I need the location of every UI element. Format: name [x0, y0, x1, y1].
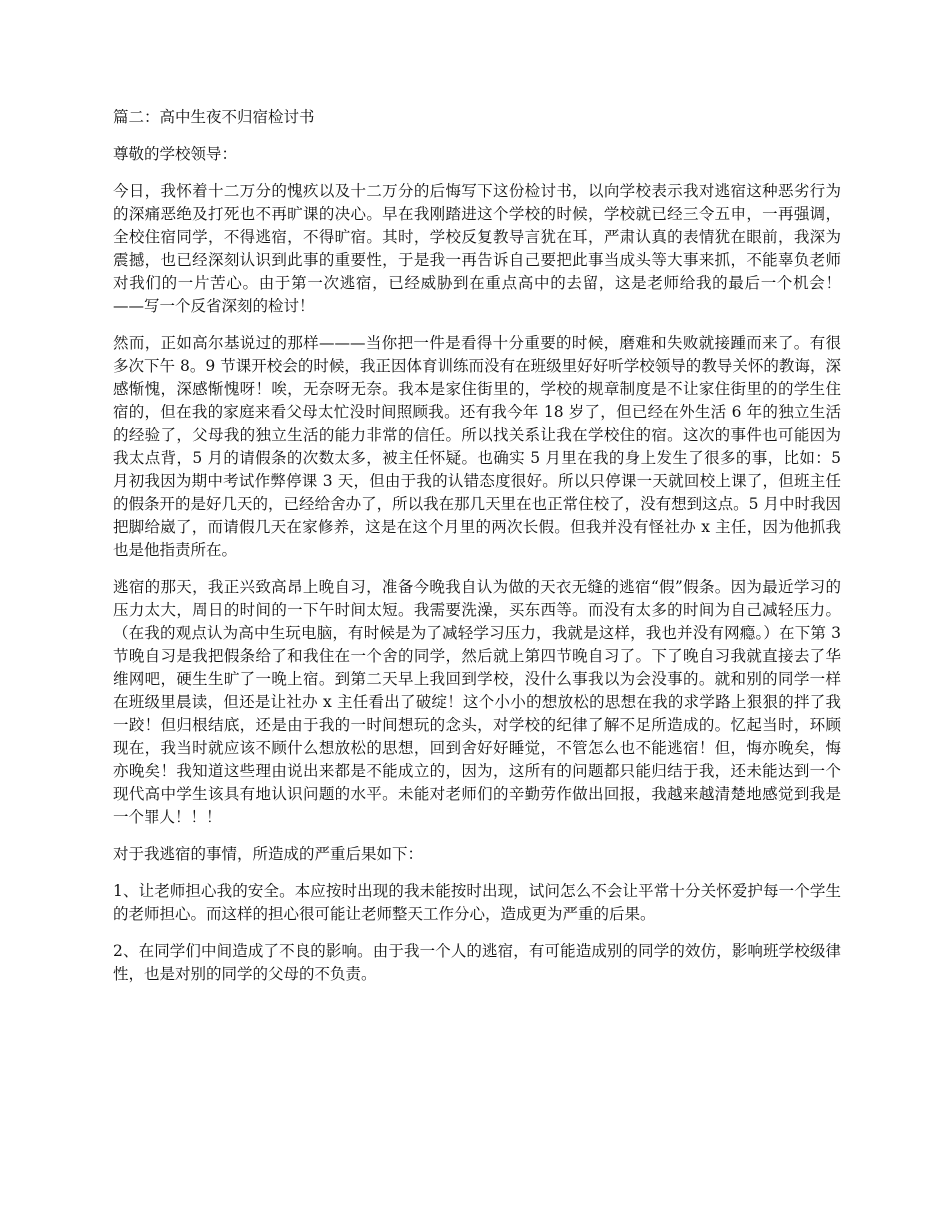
- paragraph-6: 2、在同学们中间造成了不良的影响。由于我一个人的逃宿，有可能造成别的同学的效仿，影响班学校级律性，也是对别的同学的父母的不负责。: [113, 942, 841, 983]
- paragraph-3: 逃宿的那天，我正兴致高昂上晚自习，准备今晚我自认为做的天衣无缝的逃宿“假”假条。因为最近学习的压力太大，周日的时间的一下午时间太短。我需要洗澡，买东西等。而没有太多的时间为自己减轻压力。（在我的观点认为高中生玩电脑，有时候是为了减轻学习压力，我就是这样，我也并没有网瘾。）在下第 3 节晚自习是我把假条给了和我住在一个舍的同学，然后就上第四节晚自习了。下了晚自习我就直接去了华维网吧，硬生生旷了一晚上宿。到第二天早上我回到学校，没什么事我以为会没事的。就和别的同学一样在班级里晨读，但还是让社办 x 主任看出了破绽！这个小小的想放松的思想在我的求学路上狠狠的拌了我一跤！但归根结底，还是由于我的一时间想玩的念头，对学校的纪律了解不足所造成的。忆起当时，环顾现在，我当时就应该不顾什么想放松的思想，回到舍好好睡觉，不管怎么也不能逃宿！但，悔亦晚矣，悔亦晚矣！我知道这些理由说出来都是不能成立的，因为，这所有的问题都只能归结于我，还未能达到一个现代高中学生该具有地认识问题的水平。未能对老师们的辛勤劳作做出回报，我越来越清楚地感觉到我是一个罪人！！！: [113, 578, 841, 826]
- document-title: 篇二：高中生夜不归宿检讨书: [113, 108, 315, 126]
- paragraph-2: 然而，正如高尔基说过的那样———当你把一件是看得十分重要的时候，磨难和失败就接踵而来了。有很多次下午 8。9 节课开校会的时候，我正因体育训练而没有在班级里好好听学校领导的教导关怀的教诲，深感惭愧，深感惭愧呀！唉，无奈呀无奈。我本是家住街里的，学校的规章制度是不让家住街里的的学生住宿的，但在我的家庭来看父母太忙没时间照顾我。还有我今年 18 岁了，但已经在外生活 6 年的独立生活的经验了，父母我的独立生活的能力非常的信任。所以找关系让我在学校住的宿。这次的事件也可能因为我太点背，5 月的请假条的次数太多，被主任怀疑。也确实 5 月里在我的身上发生了很多的事，比如：5 月初我因为期中考试作弊停课 3 天，但由于我的认错态度很好。所以只停课一天就回校上课了，但班主任的假条开的是好几天的，已经给舍办了，所以我在那几天里在也正常住校了，没有想到这点。5 月中时我因把脚给崴了，而请假几天在家修养，这是在这个月里的两次长假。但我并没有怪社办 x 主任，因为他抓我也是他指责所在。: [113, 334, 841, 559]
- paragraph-5: 1、让老师担心我的安全。本应按时出现的我未能按时出现，试问怎么不会让平常十分关怀爱护每一个学生的老师担心。而这样的担心很可能让老师整天工作分心，造成更为严重的后果。: [113, 882, 841, 923]
- paragraph-4: 对于我逃宿的事情，所造成的严重后果如下：: [113, 845, 424, 863]
- paragraph-1: 今日，我怀着十二万分的愧疚以及十二万分的后悔写下这份检讨书，以向学校表示我对逃宿这种恶劣行为的深痛恶绝及打死也不再旷课的决心。早在我刚踏进这个学校的时候，学校就已经三令五申，一再强调，全校住宿同学，不得逃宿，不得旷宿。其时，学校反复教导言犹在耳，严肃认真的表情犹在眼前，我深为震撼，也已经深刻认识到此事的重要性，于是我一再告诉自己要把此事当成头等大事来抓，不能辜负老师对我们的一片苦心。由于第一次逃宿，已经威胁到在重点高中的去留，这是老师给我的最后一个机会！——写一个反省深刻的检讨！: [113, 182, 841, 315]
- salutation: 尊敬的学校领导：: [113, 145, 238, 163]
- document-body: [113, 106, 841, 1000]
